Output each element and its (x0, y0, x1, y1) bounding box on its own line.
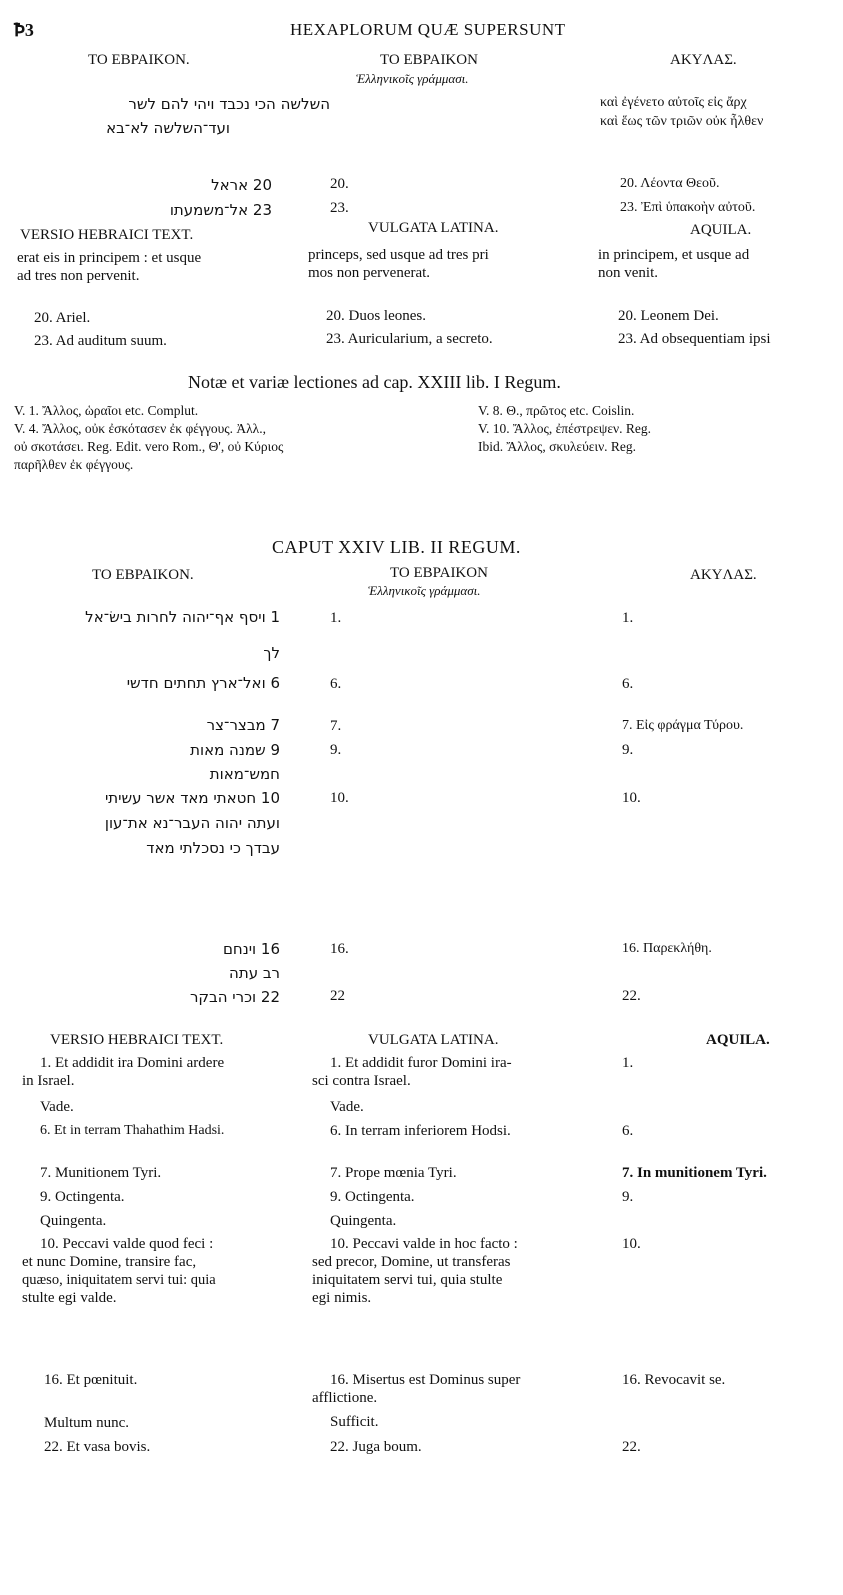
hebrew-verse-10: 10 חטאתי מאד אשר עשיתי (104, 789, 280, 807)
vulgata-verse-20: 20. Duos leones. (326, 308, 426, 324)
translit-verse-7: 7. (330, 718, 342, 734)
vulgata-verse-10-cont: iniquitatem servi tui, quia stulte (312, 1272, 503, 1288)
column-heading-aquila: AKYΛAΣ. (670, 52, 737, 68)
versio-verse-10-cont: quæso, iniquitatem servi tui: quia (22, 1272, 216, 1288)
vulgata-verse-1: 1. Et addidit furor Domini ira- (330, 1055, 512, 1071)
running-title: HEXAPLORUM QUÆ SUPERSUNT (290, 20, 566, 39)
note-left: παρῆλθεν ἐκ φέγγους. (14, 457, 134, 472)
hebrew-verse-9: 9 שמנה מאות (190, 741, 280, 759)
aquila-latin-verse-10: 10. (622, 1236, 641, 1252)
aquila-verse-6: 6. (622, 676, 634, 692)
versio-verse-10-cont: stulte egi valde. (22, 1290, 117, 1306)
aquila-verse-10: 10. (622, 790, 641, 806)
aquila-verse-1: 1. (622, 610, 634, 626)
notes-title: Notæ et variæ lectiones ad cap. XXIII lib. I Regum. (188, 372, 561, 392)
versio-line: erat eis in principem : et usque (17, 250, 202, 266)
hebrew-verse-6: 6 ואל־ארץ תחתים חדשי (126, 674, 280, 692)
column-heading-vulgata: VULGATA LATINA. (368, 1032, 499, 1048)
aquila-latin-verse-9: 9. (622, 1189, 634, 1205)
note-left: V. 1. Ἄλλος, ὡραῖοι etc. Complut. (14, 403, 199, 418)
column-heading-versio: VERSIO HEBRAICI TEXT. (50, 1032, 224, 1048)
hebrew-verse-16: 16 וינחם (222, 940, 280, 958)
aquila-latin-verse-22: 22. (622, 1439, 641, 1455)
versio-multum: Multum nunc. (44, 1415, 129, 1431)
hebrew-verse-16-cont: רב עתה (229, 964, 280, 982)
translit-verse-9: 9. (330, 742, 342, 758)
vulgata-verse-10-cont: egi nimis. (312, 1290, 372, 1306)
aquila-verse-22: 22. (622, 988, 641, 1004)
versio-verse-6: 6. Et in terram Thahathim Hadsi. (40, 1123, 225, 1138)
aquila-latin-verse-1: 1. (622, 1055, 634, 1071)
hebrew-verse-10-cont: ועתה יהוה העבר־נא את־עון (104, 814, 280, 832)
translit-verse-6: 6. (330, 676, 342, 692)
hebrew-line: השלשה הכי נכבד ויהי להם לשר (128, 95, 330, 113)
versio-verse-16: 16. Et pœnituit. (44, 1372, 138, 1388)
aquila-latin-verse-20: 20. Leonem Dei. (618, 308, 719, 324)
column-heading-transliteration: TO EBPAIKON (390, 565, 488, 581)
column-heading-versio: VERSIO HEBRAICI TEXT. (20, 227, 194, 243)
translit-verse-10: 10. (330, 790, 349, 806)
versio-line: ad tres non pervenit. (17, 268, 140, 284)
versio-verse-10-cont: et nunc Domine, transire fac, (22, 1254, 197, 1270)
translit-verse-22: 22 (330, 988, 345, 1004)
aquila-greek-line: καὶ ἕως τῶν τριῶν οὐκ ἦλθεν (600, 114, 764, 129)
hebrew-line: ועד־השלשה לא־בא (106, 119, 230, 137)
aquila-verse-23: 23. Ἐπὶ ὑπακοὴν αὐτοῦ. (620, 200, 756, 215)
aquila-latin-verse-23: 23. Ad obsequentiam ipsi (618, 331, 771, 347)
hebrew-verse-7: 7 מבצר־צר (206, 716, 280, 734)
column-heading-hebrew: TO EBPAIKON. (92, 567, 194, 583)
versio-verse-22: 22. Et vasa bovis. (44, 1439, 151, 1455)
vulgata-verse-23: 23. Auricularium, a secreto. (326, 331, 493, 347)
note-left: οὐ σκοτάσει. Reg. Edit. vero Rom., Θ', οὐ Κύριος (14, 439, 284, 454)
aquila-latin-verse-6: 6. (622, 1123, 634, 1139)
vulgata-line: mos non pervenerat. (308, 265, 431, 281)
note-right: V. 8. Θ., πρῶτος etc. Coislin. (478, 403, 635, 418)
vulgata-verse-16-cont: afflictione. (312, 1390, 378, 1406)
hebrew-verse-20: 20 אראל (211, 176, 272, 194)
vulgata-verse-22: 22. Juga boum. (330, 1439, 422, 1455)
column-heading-aquila: AKYΛAΣ. (690, 567, 757, 583)
versio-verse-10: 10. Peccavi valde quod feci : (40, 1236, 214, 1252)
vulgata-verse-9: 9. Octingenta. (330, 1189, 415, 1205)
note-right: V. 10. Ἄλλος, ἐπέστρεψεν. Reg. (478, 421, 651, 436)
caput-title: CAPUT XXIV LIB. II REGUM. (272, 537, 521, 557)
column-heading-hebrew: TO EBPAIKON. (88, 52, 190, 68)
versio-verse-20: 20. Ariel. (34, 310, 91, 326)
vulgata-verse-1-cont: sci contra Israel. (312, 1073, 411, 1089)
column-heading-aquila-latin: AQUILA. (690, 222, 752, 238)
aquila-latin-line: non venit. (598, 265, 658, 281)
vulgata-quingenta: Quingenta. (330, 1213, 397, 1229)
hebrew-verse-1-cont: לך (263, 644, 280, 662)
vulgata-line: princeps, sed usque ad tres pri (308, 247, 489, 263)
hebrew-verse-23: 23 אל־משמעתו (169, 201, 272, 219)
hebrew-verse-22: 22 וכרי הבקר (189, 988, 280, 1006)
vulgata-verse-16: 16. Misertus est Dominus super (330, 1372, 521, 1388)
versio-quingenta: Quingenta. (40, 1213, 107, 1229)
hebrew-verse-10-cont: עבדך כי נסכלתי מאד (146, 839, 280, 857)
versio-verse-7: 7. Munitionem Tyri. (40, 1165, 162, 1181)
translit-verse-23: 23. (330, 200, 349, 216)
hebrew-verse-1: 1 ויסף אף־יהוה לחרות בישׂ־אל (85, 608, 280, 626)
aquila-greek-line: καὶ ἐγένετο αὐτοῖς εἰς ἄρχ (600, 95, 747, 110)
page-number: Ꝥ3 (14, 20, 34, 40)
aquila-latin-verse-7: 7. In munitionem Tyri. (622, 1165, 767, 1181)
vulgata-sufficit: Sufficit. (330, 1414, 379, 1430)
note-right: Ibid. Ἄλλος, σκυλεύειν. Reg. (478, 439, 637, 454)
versio-verse-1-cont: in Israel. (22, 1073, 75, 1089)
versio-vade: Vade. (40, 1099, 74, 1115)
column-subheading-transliteration: Ἑλληνικοῖς γράμμασι. (368, 583, 481, 598)
aquila-verse-9: 9. (622, 742, 634, 758)
translit-verse-16: 16. (330, 941, 349, 957)
aquila-latin-verse-16: 16. Revocavit se. (622, 1372, 726, 1388)
column-heading-vulgata: VULGATA LATINA. (368, 220, 499, 236)
versio-verse-1: 1. Et addidit ira Domini ardere (40, 1055, 225, 1071)
column-heading-aquila-latin: AQUILA. (706, 1032, 770, 1048)
aquila-verse-16: 16. Παρεκλήθη. (622, 941, 712, 956)
aquila-latin-line: in principem, et usque ad (598, 247, 750, 263)
translit-verse-1: 1. (330, 610, 342, 626)
vulgata-verse-6: 6. In terram inferiorem Hodsi. (330, 1123, 511, 1139)
column-subheading-transliteration: Ἑλληνικοῖς γράμμασι. (356, 71, 469, 86)
aquila-verse-7: 7. Εἰς φράγμα Τύρου. (622, 718, 744, 733)
note-left: V. 4. Ἄλλος, οὐκ ἐσκότασεν ἐκ φέγγους. Ἀλλ., (14, 421, 266, 436)
vulgata-verse-7: 7. Prope mœnia Tyri. (330, 1165, 457, 1181)
versio-verse-9: 9. Octingenta. (40, 1189, 125, 1205)
vulgata-verse-10-cont: sed precor, Domine, ut transferas (312, 1254, 511, 1270)
translit-verse-20: 20. (330, 176, 349, 192)
versio-verse-23: 23. Ad auditum suum. (34, 333, 167, 349)
vulgata-vade: Vade. (330, 1099, 364, 1115)
hebrew-verse-9-cont: חמש־מאות (209, 765, 280, 783)
column-heading-transliteration: TO EBPAIKON (380, 52, 478, 68)
vulgata-verse-10: 10. Peccavi valde in hoc facto : (330, 1236, 518, 1252)
aquila-verse-20: 20. Λέοντα Θεοῦ. (620, 176, 720, 191)
